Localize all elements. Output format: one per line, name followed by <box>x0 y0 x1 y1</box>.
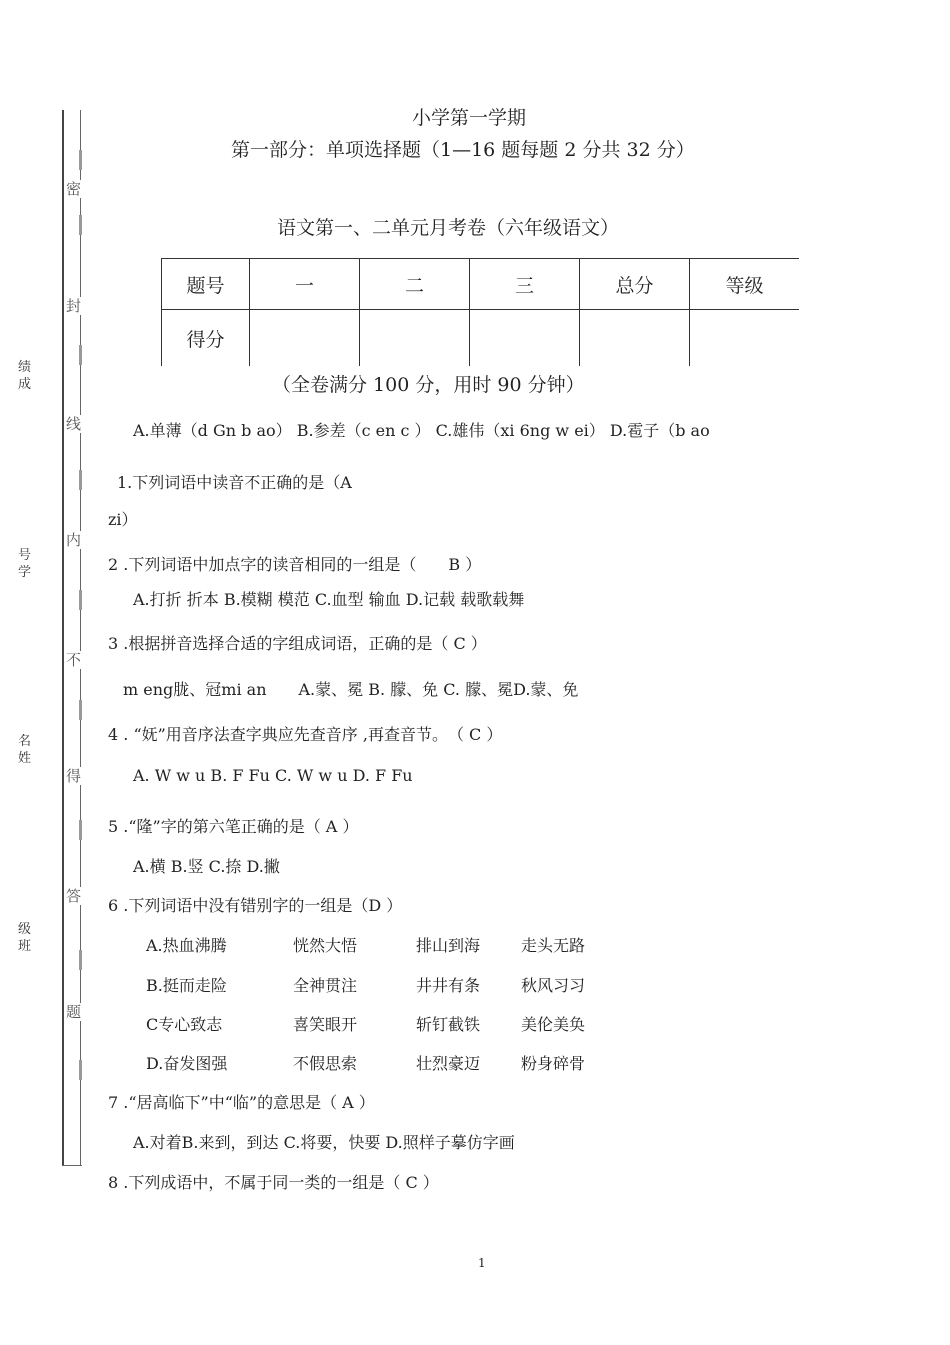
score-table-header-row <box>162 259 800 310</box>
binding-dash <box>79 215 82 235</box>
class-field-label: 级班 <box>18 922 32 954</box>
seal-char: 答 <box>66 887 82 905</box>
seal-char: 内 <box>66 531 82 549</box>
score-table <box>161 258 799 366</box>
table-header-cell: 等级 <box>690 259 800 310</box>
q5-options: A.横 B.竖 C.捺 D.撇 <box>133 857 280 876</box>
page-number: 1 <box>478 1256 486 1270</box>
q1-stem: 1.下列词语中读音不正确的是（A <box>117 473 352 492</box>
q6-option-word: 喜笑眼开 <box>293 1015 358 1034</box>
q4-stem: 4 . “妩”用音序法查字典应先查音序 ,再查音节。 （ C ） <box>108 725 503 744</box>
score-cell[interactable] <box>470 310 580 367</box>
binding-dash <box>79 590 82 610</box>
q6-option-word: 走头无路 <box>521 936 586 955</box>
score-cell[interactable] <box>250 310 360 367</box>
section-title: 第一部分：单项选择题（1—16 题每题 2 分共 32 分） <box>231 139 695 161</box>
student-number-field-label: 号学 <box>18 548 32 580</box>
score-cell[interactable] <box>580 310 690 367</box>
q6-option-word: 斩钉截铁 <box>416 1015 481 1034</box>
seal-char: 封 <box>66 297 82 315</box>
binding-dash <box>79 345 82 365</box>
q2-stem: 2 .下列词语中加点字的读音相同的一组是（ B ） <box>108 555 482 574</box>
q8-stem: 8 .下列成语中，不属于同一类的一组是（ C ） <box>108 1173 439 1192</box>
q7-options: A.对着B.来到，到达 C.将要，快要 D.照样子摹仿字画 <box>133 1133 515 1152</box>
binding-line-outer <box>62 110 64 1166</box>
q6-option-word: 井井有条 <box>416 976 481 995</box>
table-header-cell: 二 <box>360 259 470 310</box>
binding-dash <box>79 1060 82 1080</box>
q2-options: A.打折 折本 B.模糊 模范 C.血型 输血 D.记载 载歌载舞 <box>133 590 525 609</box>
seal-char: 得 <box>66 767 82 785</box>
q6-option-word: 不假思索 <box>293 1054 358 1073</box>
name-field-label: 名姓 <box>18 734 32 766</box>
q6-option-word: B.挺而走险 <box>146 976 227 995</box>
q6-stem: 6 .下列词语中没有错别字的一组是（D ） <box>108 896 403 915</box>
q5-stem: 5 .“隆”字的第六笔正确的是（ A ） <box>108 817 359 836</box>
q4-options: A. W w u B. F Fu C. W w u D. F Fu <box>133 766 413 785</box>
seal-char: 线 <box>66 415 82 433</box>
binding-dash <box>79 700 82 720</box>
q6-option-word: 恍然大悟 <box>293 936 358 955</box>
table-header-cell: 总分 <box>580 259 690 310</box>
q6-option-word: C专心致志 <box>146 1015 223 1034</box>
binding-dash <box>79 470 82 490</box>
q6-option-word: 排山到海 <box>416 936 481 955</box>
score-cell[interactable] <box>360 310 470 367</box>
school-term-title: 小学第一学期 <box>412 107 527 129</box>
score-cell[interactable] <box>690 310 800 367</box>
q1-stem-continued: zi） <box>108 510 138 529</box>
q6-option-word: 粉身碎骨 <box>521 1054 586 1073</box>
table-header-cell: 题号 <box>162 259 250 310</box>
table-header-cell: 一 <box>250 259 360 310</box>
binding-dash <box>79 150 82 170</box>
binding-dash <box>79 820 82 840</box>
table-row-label: 得分 <box>162 310 250 367</box>
score-field-label: 绩成 <box>18 360 32 392</box>
q6-option-word: 秋风习习 <box>521 976 586 995</box>
q3-stem: 3 .根据拼音选择合适的字组成词语，正确的是（ C ） <box>108 634 487 653</box>
q6-option-word: A.热血沸腾 <box>146 936 227 955</box>
table-header-cell: 三 <box>470 259 580 310</box>
q6-option-word: D.奋发图强 <box>146 1054 228 1073</box>
binding-line-bottom <box>62 1165 82 1166</box>
q7-stem: 7 .“居高临下”中“临”的意思是（ A ） <box>108 1093 375 1112</box>
seal-char: 题 <box>66 1003 82 1021</box>
q6-option-word: 美伦美奂 <box>521 1015 586 1034</box>
seal-char: 不 <box>66 651 82 669</box>
q3-options: m eng胧、冠mi an A.蒙、冕 B. 朦、免 C. 朦、冕D.蒙、免 <box>123 680 579 699</box>
q6-option-word: 壮烈豪迈 <box>416 1054 481 1073</box>
binding-dash <box>79 950 82 970</box>
seal-char: 密 <box>66 180 82 198</box>
q6-option-word: 全神贯注 <box>293 976 358 995</box>
exam-title: 语文第一、二单元月考卷（六年级语文） <box>277 217 620 239</box>
full-score-note: （全卷满分 100 分，用时 90 分钟） <box>272 374 585 396</box>
q1-options: A.单薄（d Gn b ao） B.参差（c en c ） C.雄伟（xi 6ng w ei） D.雹子（b ao <box>133 421 710 440</box>
score-table-score-row <box>162 310 800 367</box>
